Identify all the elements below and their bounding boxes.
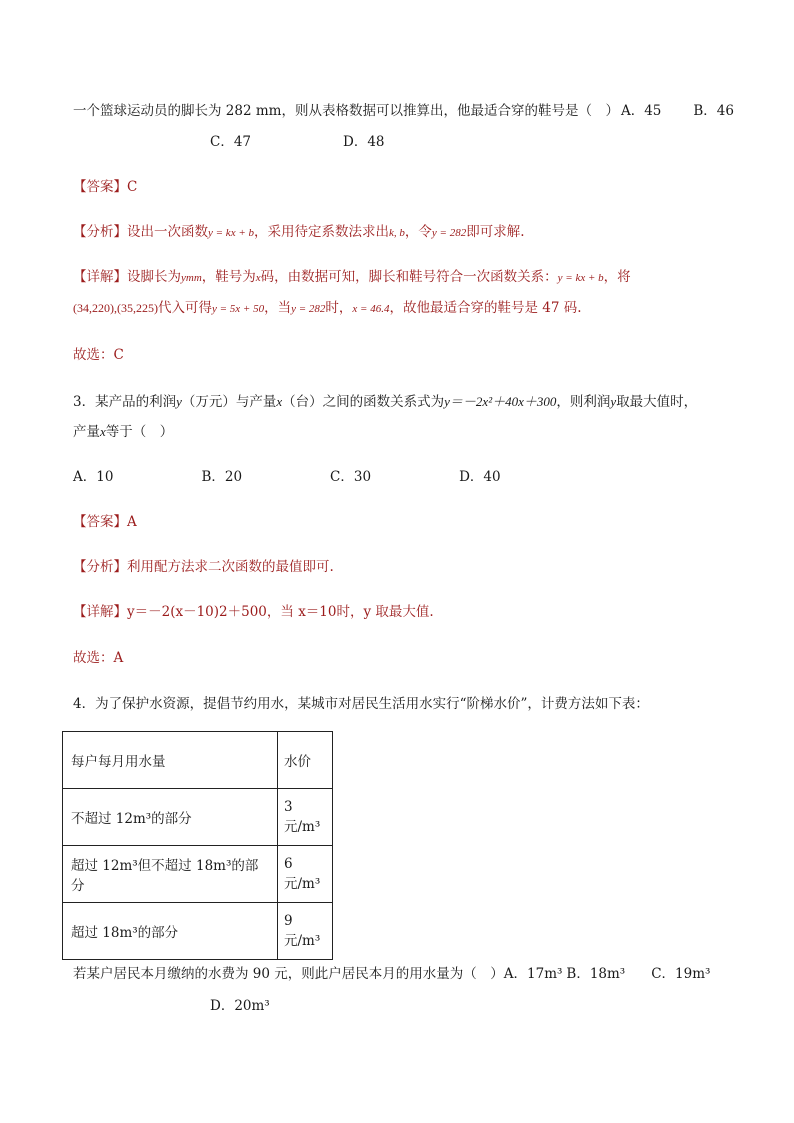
q3-answer — [73, 513, 137, 531]
q4-stem — [73, 695, 649, 713]
table-cell: 不超过 12m³的部分 — [63, 789, 278, 846]
table-cell: 6 元/m³ — [278, 846, 333, 903]
q4-option-d: D．20m³ — [210, 998, 270, 1014]
math-inline: x — [276, 394, 283, 409]
q4-options-row2 — [210, 997, 270, 1015]
q4-option-b: B．18m³ — [566, 966, 626, 982]
math-inline: y — [176, 394, 182, 409]
q2-choice — [73, 346, 124, 364]
answer-tag: 【答案】 — [73, 179, 127, 195]
q2-option-a: A．45 — [620, 103, 662, 119]
q3-option-d: D．40 — [459, 469, 501, 485]
q3-equation: y＝－2x²＋40x＋300 — [444, 394, 557, 409]
detail-tag: 【详解】 — [73, 269, 127, 285]
math-inline: y = kx + b — [557, 272, 604, 284]
q2-option-b: B．46 — [693, 103, 734, 119]
detail-text: ，故他最适合穿的鞋号是 47 码. — [389, 300, 582, 316]
math-inline: y = 282 — [431, 227, 467, 239]
answer-value: C — [127, 179, 138, 195]
table-header-cell: 每户每月用水量 — [63, 732, 278, 789]
q2-detail-line1 — [73, 268, 631, 287]
q3-stem-text: 3．某产品的利润 — [73, 394, 177, 410]
detail-tag: 【详解】 — [73, 604, 127, 620]
q4-stem-text: 4．为了保护水资源，提倡节约用水，某城市对居民生活用水实行“阶梯水价”，计费方法如下表： — [73, 696, 649, 712]
math-inline: k, b — [389, 227, 405, 239]
answer-tag: 【答案】 — [73, 514, 127, 530]
math-inline: y — [610, 394, 617, 409]
detail-text: 设脚长为 — [127, 269, 181, 285]
q3-stem-text: 取最大值时， — [616, 394, 698, 410]
q3-stem-text: 等于（ ） — [105, 424, 174, 440]
math-inline: x = 46.4 — [352, 303, 390, 315]
table-row — [63, 789, 333, 846]
table-row — [63, 846, 333, 903]
table-cell: 3 元/m³ — [278, 789, 333, 846]
math-inline: ymm — [181, 272, 202, 284]
analysis-tag: 【分析】 — [73, 559, 127, 575]
analysis-text: ，令 — [404, 224, 432, 240]
q3-option-a: A．10 — [73, 469, 114, 485]
q3-analysis — [73, 558, 334, 576]
q4-option-a: A．17m³ — [503, 966, 563, 982]
q3-detail — [73, 603, 434, 621]
table-header-row — [63, 732, 333, 789]
q2-option-c: C．47 — [210, 134, 252, 150]
q3-stem-text: ，则利润 — [556, 394, 611, 410]
q2-answer — [73, 178, 137, 196]
math-inline: (34,220),(35,225) — [73, 301, 158, 315]
q4-option-c: C．19m³ — [651, 966, 711, 982]
q3-options — [73, 468, 501, 486]
q2-option-d: D．48 — [343, 134, 385, 150]
table-cell: 超过 18m³的部分 — [63, 903, 278, 960]
detail-text: ，当 — [264, 300, 292, 316]
analysis-text: 利用配方法求二次函数的最值即可. — [127, 559, 334, 575]
math-inline: x — [255, 272, 261, 284]
detail-text: 码，由数据可知，脚长和鞋号符合一次函数关系： — [260, 269, 558, 285]
analysis-text: 即可求解. — [466, 224, 525, 240]
q3-stem-line2 — [73, 423, 173, 441]
q3-option-c: C．30 — [330, 469, 372, 485]
q2-detail-line2 — [73, 299, 582, 318]
q2-stem-text: 一个篮球运动员的脚长为 282 mm，则从表格数据可以推算出，他最适合穿的鞋号是（ ） — [73, 103, 619, 119]
q2-options-row2 — [210, 133, 385, 151]
choice-text: 故选：A — [73, 650, 124, 666]
detail-text: ，鞋号为 — [201, 269, 256, 285]
q3-stem-text: （万元）与产量 — [181, 394, 277, 410]
q4-question-text: 若某户居民本月缴纳的水费为 90 元，则此户居民本月的用水量为（ ） — [73, 966, 504, 982]
math-inline: y = 5x + 50 — [211, 303, 265, 315]
water-price-table — [62, 731, 333, 960]
math-inline: y = 282 — [291, 303, 326, 315]
detail-text: ，将 — [603, 269, 631, 285]
answer-value: A — [127, 514, 137, 530]
detail-text: 代入可得 — [157, 300, 212, 316]
q3-stem-line1 — [73, 393, 697, 411]
table-header-cell: 水价 — [278, 732, 333, 789]
q3-stem-text: 产量 — [73, 424, 100, 440]
analysis-text: 设出一次函数 — [127, 224, 208, 240]
choice-text: 故选：C — [73, 347, 124, 363]
table-cell: 超过 12m³但不超过 18m³的部分 — [63, 846, 278, 903]
q2-stem — [73, 102, 734, 120]
analysis-tag: 【分析】 — [73, 224, 127, 240]
math-inline: x — [100, 424, 106, 439]
detail-text: y＝－2(x－10)2＋500，当 x＝10时，y 取最大值. — [127, 604, 434, 620]
q3-choice — [73, 649, 123, 667]
table-row — [63, 903, 333, 960]
analysis-text: ，采用待定系数法求出 — [254, 224, 389, 240]
q3-option-b: B．20 — [201, 469, 243, 485]
table-cell: 9 元/m³ — [278, 903, 333, 960]
q2-analysis — [73, 223, 525, 242]
q4-question — [73, 965, 710, 983]
detail-text: 时， — [325, 300, 353, 316]
q3-stem-text: （台）之间的函数关系式为 — [282, 394, 445, 410]
math-inline: y = kx + b — [208, 227, 254, 239]
